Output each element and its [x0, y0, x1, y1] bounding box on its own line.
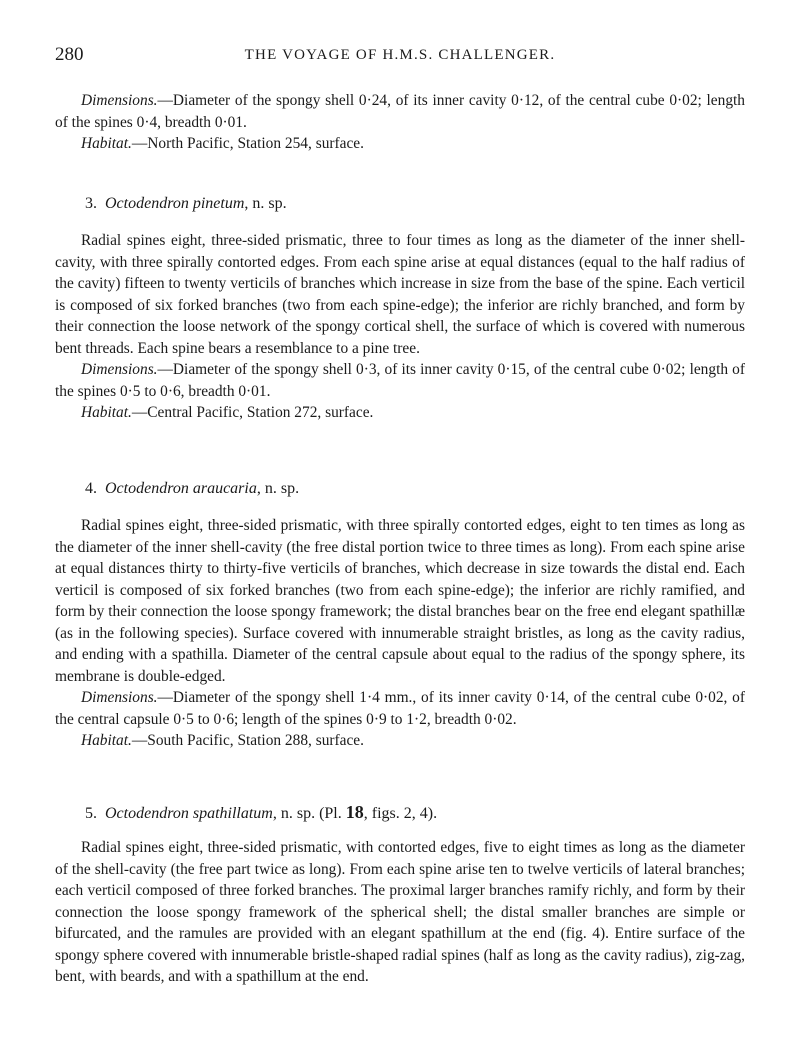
habitat-label: Habitat.: [81, 732, 132, 749]
habitat-text: —South Pacific, Station 288, surface.: [131, 732, 364, 749]
habitat-label: Habitat.: [81, 135, 132, 152]
dimensions-label: Dimensions.: [81, 92, 158, 109]
species-description: Radial spines eight, three-sided prismatic, with contorted edges, five to eight times as long as the diameter of the shell-cavity (the free part twice as long). From each spine arise ten to twelve verticils of lateral branches; each verticil composed of three forked branches. The proximal larger branches ramify richly, and form by their connection the loose spongy framework of the spherical shell; the distal smaller branches are simple or bifurcated, and the ramules are provided with an elegant spathillum at the end (fig. 4). Entire surface of the spongy sphere covered with innumerable bristle-shaped radial spines (half as long as the cavity radius), zig-zag, bent, with beards, and with a spathillum at the end.: [55, 839, 745, 985]
dimensions-text: —Diameter of the spongy shell 1·4 mm., of its inner cavity 0·14, of the central cube 0·02, of the central capsule 0·5 to 0·6; length of the spines 0·9 to 1·2, breadth 0·02.: [55, 689, 745, 728]
habitat-label: Habitat.: [81, 404, 132, 421]
page-number: 280: [55, 44, 84, 65]
prev-habitat: [55, 133, 745, 155]
prev-dimensions: [55, 90, 745, 133]
species-description: Radial spines eight, three-sided prismatic, with three spirally contorted edges, eight to ten times as long as the diameter of the inner shell-cavity (the free distal portion twice to three times as long). From each spine arise at equal distances thirty to thirty-five verticils of branches, which decrease in size towards the distal end. Each verticil is composed of six forked branches (two from each spine-edge); the inferior are richly ramified, and form by their connection the loose spongy framework; the distal branches bear on the free end elegant spathillæ (as in the following species). Surface covered with innumerable straight bristles, as long as the cavity radius, and ending with a spathilla. Diameter of the central capsule about equal to the radius of the spongy sphere, its membrane is double-edged.: [55, 517, 745, 685]
species-suffix: , n. sp.: [244, 195, 287, 212]
species-dimensions: [55, 359, 745, 402]
species-suffix: , n. sp. (Pl.: [272, 805, 346, 822]
species-number: 5.: [85, 805, 97, 822]
species-heading-4: [85, 480, 299, 498]
dimensions-text: —Diameter of the spongy shell 0·3, of its inner cavity 0·15, of the central cube 0·02; length of the spines 0·5 to 0·6, breadth 0·01.: [55, 361, 745, 400]
species-name: Octodendron araucaria: [105, 480, 257, 497]
habitat-text: —Central Pacific, Station 272, surface.: [131, 404, 374, 421]
species-block-5: [55, 837, 745, 988]
species-suffix: , n. sp.: [256, 480, 300, 497]
dimensions-text: —Diameter of the spongy shell 0·24, of its inner cavity 0·12, of the central cube 0·02; length of the spines 0·4, breadth 0·01.: [55, 92, 745, 131]
habitat-text: —North Pacific, Station 254, surface.: [131, 135, 364, 152]
figure-reference: , figs. 2, 4).: [363, 805, 438, 822]
species-number: 3.: [85, 195, 97, 212]
species-block-3: [55, 230, 745, 424]
prev-species-block: [55, 90, 745, 155]
species-habitat: [55, 402, 745, 424]
species-dimensions: [55, 687, 745, 730]
species-name: Octodendron pinetum: [105, 195, 245, 212]
dimensions-label: Dimensions.: [81, 689, 158, 706]
species-heading-3: [85, 195, 287, 213]
species-name: Octodendron spathillatum: [105, 805, 273, 822]
species-heading-5: [85, 802, 437, 823]
species-description: Radial spines eight, three-sided prismatic, three to four times as long as the diameter of the inner shell-cavity, with three spirally contorted edges. From each spine arise at equal distances (equal to the half radius of the cavity) fifteen to twenty verticils of branches which increase in size from the base of the spine. Each verticil is composed of six forked branches (two from each spine-edge); the inferior are richly branched, and form by their connection the loose network of the spongy cortical shell, the surface of which is covered with numerous bent threads. Each spine bears a resemblance to a pine tree.: [55, 232, 745, 357]
species-habitat: [55, 730, 745, 752]
species-number: 4.: [85, 480, 97, 497]
running-title: THE VOYAGE OF H.M.S. CHALLENGER.: [244, 47, 556, 63]
dimensions-label: Dimensions.: [81, 361, 158, 378]
plate-number: 18: [345, 802, 364, 822]
species-block-4: [55, 515, 745, 752]
page-header: [55, 44, 745, 68]
